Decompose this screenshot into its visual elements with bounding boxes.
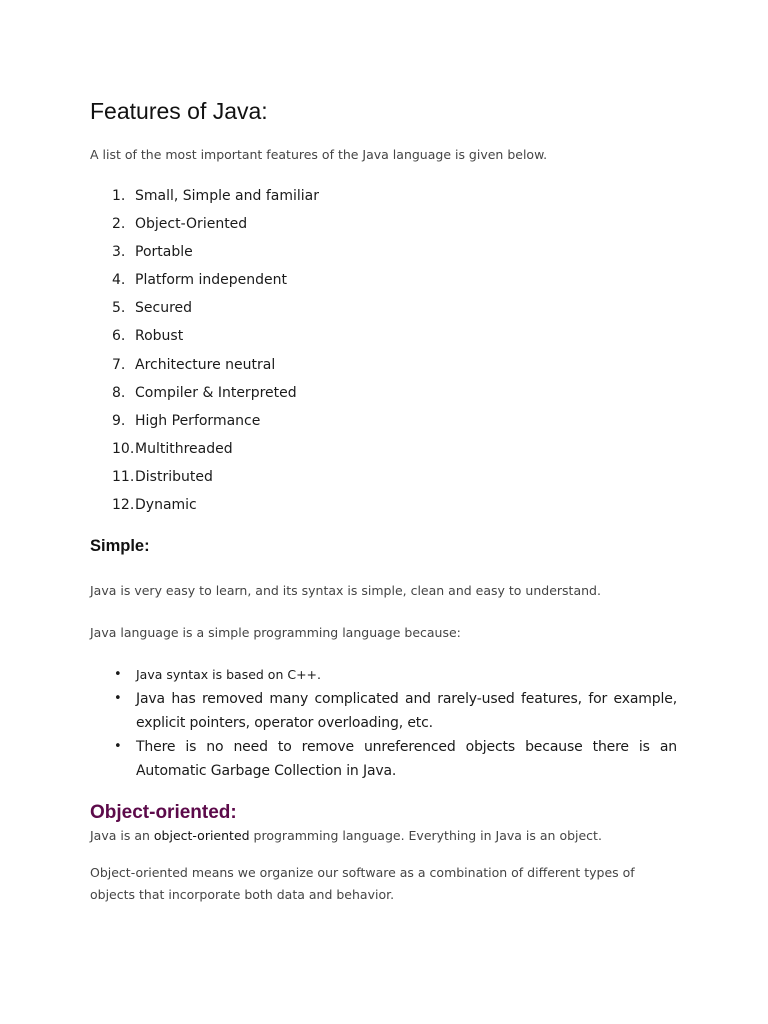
- list-item: [112, 687, 677, 735]
- simple-para-2: Java language is a simple programming language because:: [90, 625, 461, 640]
- bullet-icon: •: [114, 667, 122, 682]
- list-item-number: 3.: [112, 244, 126, 261]
- list-item-number: 12.: [112, 497, 135, 514]
- list-item-label: Compiler & Interpreted: [135, 384, 297, 401]
- list-item-label: High Performance: [135, 412, 261, 429]
- bullet-icon: •: [114, 739, 122, 754]
- simple-para-1: Java is very easy to learn, and its syntax is simple, clean and easy to understand.: [90, 583, 601, 598]
- features-list: [112, 184, 512, 521]
- list-item-number: 5.: [112, 300, 126, 317]
- list-item: [112, 296, 512, 324]
- list-item-label: Dynamic: [135, 497, 197, 514]
- list-item-number: 9.: [112, 412, 126, 429]
- section-heading-simple: Simple:: [90, 537, 150, 555]
- list-item: [112, 212, 512, 240]
- list-item-number: 1.: [112, 188, 126, 204]
- page-title: Features of Java:: [90, 98, 268, 124]
- list-item-label: Portable: [135, 244, 193, 261]
- list-item: [112, 437, 512, 465]
- intro-text: A list of the most important features of the Java language is given below.: [90, 147, 548, 162]
- simple-bullet-list: [112, 663, 677, 783]
- list-item-label: Architecture neutral: [135, 356, 276, 373]
- list-item-label: Object-Oriented: [135, 216, 248, 233]
- object-oriented-para: Object-oriented means we organize our software as a combination of different types of objects that incorporate both data and behavior.: [90, 865, 635, 902]
- list-item-label: Secured: [135, 300, 193, 317]
- list-item: [112, 493, 512, 521]
- list-item-label: Robust: [135, 328, 184, 345]
- list-item: [112, 409, 512, 437]
- list-item-number: 6.: [112, 328, 126, 345]
- oo-line-suffix: programming language. Everything in Java is an object.: [249, 828, 602, 843]
- list-item-text: There is no need to remove unreferenced objects because there is an Automatic Garbage Collection in Java.: [136, 739, 677, 779]
- bullet-icon: •: [114, 691, 122, 706]
- oo-line-prefix: Java is an: [90, 828, 154, 843]
- list-item-number: 2.: [112, 216, 126, 233]
- list-item: [112, 324, 512, 352]
- list-item-text: Java has removed many complicated and rarely-used features, for example, explicit pointers, operator overloading, etc.: [136, 691, 677, 731]
- list-item-label: Distributed: [135, 468, 213, 485]
- list-item: [112, 663, 677, 687]
- list-item-number: 4.: [112, 272, 126, 289]
- list-item: [112, 465, 512, 493]
- object-oriented-line: [90, 827, 602, 844]
- list-item: [112, 240, 512, 268]
- list-item-label: Multithreaded: [135, 440, 233, 457]
- list-item-number: 11.: [112, 468, 135, 485]
- list-item: [112, 735, 677, 783]
- section-heading-object-oriented: Object-oriented:: [90, 802, 237, 823]
- oo-line-link: object-oriented: [153, 828, 250, 843]
- list-item: [112, 353, 512, 381]
- list-item-label: Platform independent: [135, 272, 287, 289]
- list-item-number: 7.: [112, 356, 126, 373]
- list-item-number: 10.: [112, 440, 135, 457]
- list-item: [112, 268, 512, 296]
- list-item-label: Small, Simple and familiar: [135, 188, 319, 204]
- list-item-text: Java syntax is based on C++.: [136, 667, 321, 682]
- list-item: [112, 381, 512, 409]
- list-item-number: 8.: [112, 384, 126, 401]
- list-item: [112, 184, 512, 212]
